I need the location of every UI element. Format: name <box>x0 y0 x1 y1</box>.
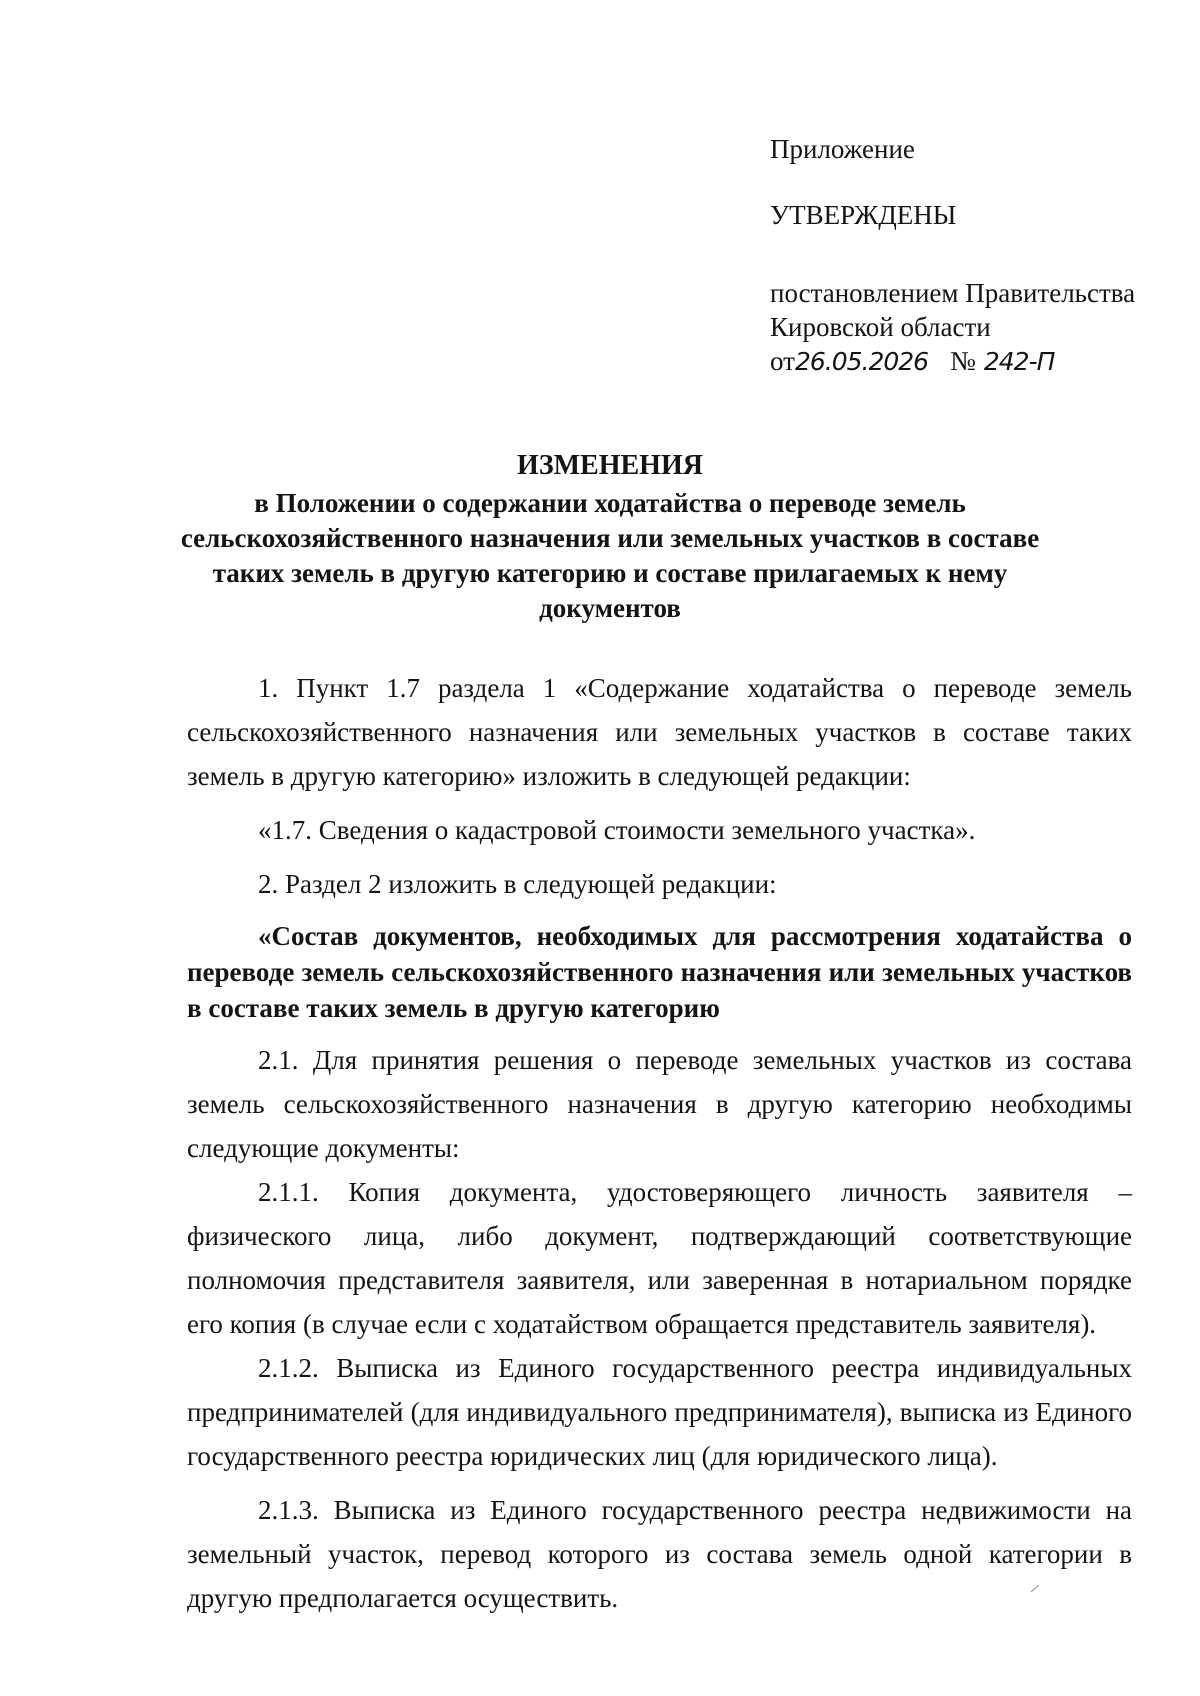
paragraph-5: 2.1.1. Копия документа, удостоверяющего личность заявителя – физического лица, либо документ, подтверждающий соответствующие полномочия представителя заявителя, или заверенная в нотариальном порядке его копия (в случае если с ходатайством обращается представитель заявителя). <box>187 1177 1132 1339</box>
paragraph-4: 2.1. Для принятия решения о переводе земельных участков из состава земель сельскохозяйственного назначения в другую категорию необходимы следующие документы: <box>187 1045 1132 1163</box>
handwritten-number: 242-П <box>983 347 1055 376</box>
approved-label: УТВЕРЖДЕНЫ <box>770 200 957 230</box>
approval-line-1: постановлением Правительства <box>770 278 1136 308</box>
document-title <box>180 448 1040 626</box>
title-line-1: в Положении о содержании ходатайства о переводе земель <box>254 488 966 518</box>
document-body <box>187 666 1132 1620</box>
number-sign: № <box>950 346 976 376</box>
paragraph-3: 2. Раздел 2 изложить в следующей редакции: <box>258 869 777 899</box>
paragraph-1: 1. Пункт 1.7 раздела 1 «Содержание ходатайства о переводе земель сельскохозяйственного назначения или земельных участков в составе таких земель в другую категорию» изложить в следующей редакции: <box>187 673 1132 791</box>
paragraph-7: 2.1.3. Выписка из Единого государственного реестра недвижимости на земельный участок, перевод которого из состава земель одной категории в другую предполагается осуществить. <box>187 1495 1132 1613</box>
approval-date-line <box>770 344 1170 379</box>
title-main: ИЗМЕНЕНИЯ <box>517 450 703 481</box>
approval-line-2: Кировской области <box>770 312 991 342</box>
date-prefix: от <box>770 346 795 376</box>
title-line-4: документов <box>539 593 681 623</box>
section-heading: «Состав документов, необходимых для рассмотрения ходатайства о переводе земель сельскохозяйственного назначения или земельных участков в составе таких земель в другую категорию <box>187 921 1132 1023</box>
paragraph-2: «1.7. Сведения о кадастровой стоимости земельного участка». <box>258 815 976 845</box>
title-line-3: таких земель в другую категорию и составе прилагаемых к нему <box>212 558 1008 588</box>
appendix-label: Приложение <box>770 134 915 164</box>
approval-block <box>770 132 1170 379</box>
title-line-2: сельскохозяйственного назначения или земельных участков в составе <box>180 523 1040 553</box>
paragraph-6: 2.1.2. Выписка из Единого государственного реестра индивидуальных предпринимателей (для индивидуального предпринимателя), выписка из Единого государственного реестра юридических лиц (для юридического лица). <box>187 1353 1132 1471</box>
handwritten-date: 26.05.2026 <box>794 347 929 376</box>
